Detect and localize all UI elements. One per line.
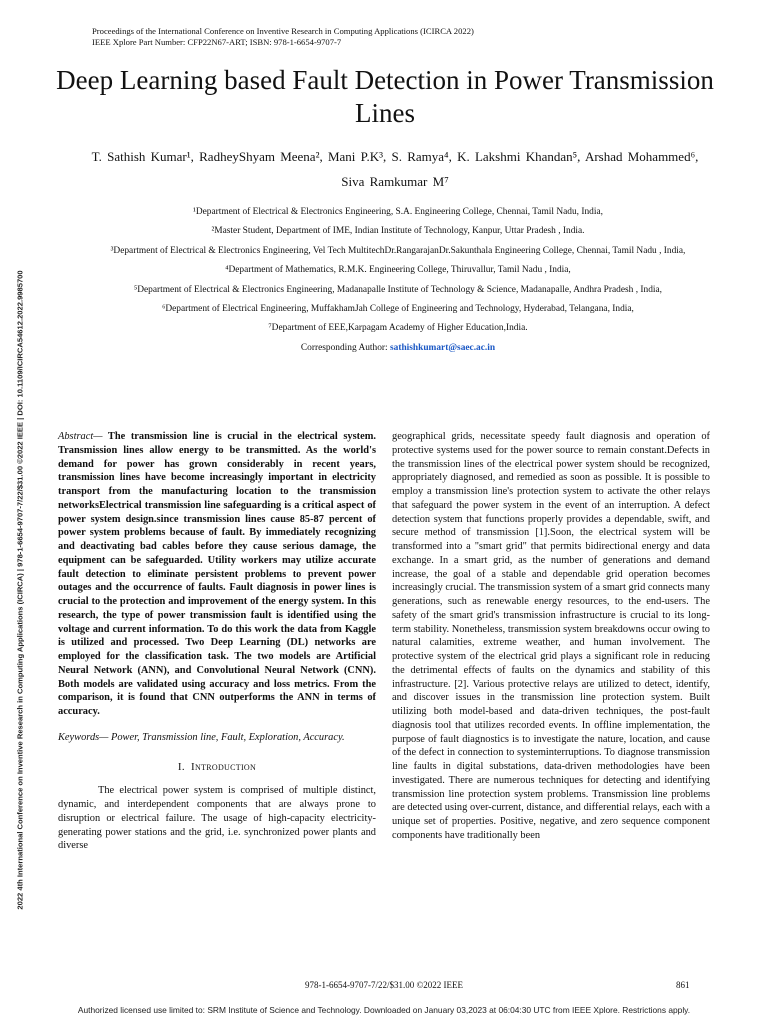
affiliation-6: ⁶Department of Electrical Engineering, MuffakhamJah College of Engineering and Technology, Hyderabad, Telangana, India, — [162, 304, 634, 315]
section-heading — [58, 761, 376, 775]
affiliation-4: ⁴Department of Mathematics, R.M.K. Engineering College, Thiruvallur, Tamil Nadu , India, — [225, 265, 571, 276]
intro-paragraph-left: The electrical power system is comprised of multiple distinct, dynamic, and interdependent components that are always prone to disruption or electrical failure. The usage of high-capacity electricity-generating power stations and the grid, i.e. synchronized power plants and diverse — [58, 785, 376, 852]
affiliations — [78, 203, 718, 358]
author-list: T. Sathish Kumar¹, RadheyShyam Meena², Mani P.K³, S. Ramya⁴, K. Lakshmi Khandan⁵, Arshad Mohammed⁶, Siva Ramkumar M⁷ — [91, 149, 699, 189]
citation-text: 2022 4th International Conference on Inventive Research in Computing Applications (ICIRCA) | 978-1-6654-9707-7/22/$31.00 ©2022 IEEE | DOI: 10.1109/ICIRCA54612.2022.9985700 — [15, 270, 25, 910]
paper-title: Deep Learning based Fault Detection in Power Transmission Lines — [56, 65, 714, 128]
header-line-1: Proceedings of the International Conference on Inventive Research in Computing Applications (ICIRCA 2022) — [92, 26, 474, 36]
header-line-2: IEEE Xplore Part Number: CFP22N67-ART; ISBN: 978-1-6654-9707-7 — [92, 37, 342, 47]
affiliation-1: ¹Department of Electrical & Electronics Engineering, S.A. Engineering College, Chennai, Tamil Nadu, India, — [193, 207, 603, 217]
affiliation-3: ³Department of Electrical & Electronics Engineering, Vel Tech MultitechDr.RangarajanDr.Sakunthala Engineering College, Chennai, Tamil Nadu , India, — [110, 245, 686, 256]
intro-paragraph-right: geographical grids, necessitate speedy fault diagnosis and operation of protective systems used for the power source to remain constant.Defects in the transmission lines of the electrical power system should be recognized, appropriately diagnosed, and remedied as soon as possible. It is possible to employ a transmission line's protection system to activate the other relays that safeguard the power system in the event of an interruption. A defect detection system that functions properly provides a dependable, swift, and secure method of transmission [1].Soon, the electrical system will be transformed into a "smart grid" that permits bidirectional energy and data exchange. In a smart grid, as the number of generations and demand increase, the goal of a stable and dependable grid operation becomes increasingly crucial. The transmission system of a smart grid connects many generations, such as renewable energy resources, to the end-users. The safety of the smart grid's transmission infrastructure is crucial to its long-term stability. Nonetheless, transmission system breakdowns occur owing to natural calamities, extreme weather, and human involvement. The protective system of the electrical grid plays a significant role in reducing the detrimental effects of faults on the dynamics and stability of this infrastructure. [2]. Various protective relays are utilized to detect, identify, and discover issues in the transmission line protection system. Built utilizing both model-based and data-driven techniques, the post-fault diagnosis tool that utilizes recorded events. In offline implementation, the purpose of fault diagnostics is to investigate the nature, location, and cause of the defect in connection to systeminterruptions. To diagnose transmission line faults in digital substations, data-driven methodologies have been investigated. There are numerous techniques for detecting and identifying transmission line protection system problems. Transmission line problems are detected using over-current, distance, and differential relays, each with a unique set of properties. Positive, negative, and zero sequence component components have traditionally been — [392, 431, 710, 841]
abstract — [58, 430, 376, 719]
section-title: Introduction — [191, 760, 257, 773]
abstract-text: The transmission line is crucial in the electrical system. Transmission lines allow energy to be transmitted. As the world's demand for power has grown considerably in recent years, transmission lines have become increasingly important in electricity transport from the manufacturing location to the transmission networksElectrical transmission line safeguarding is a critical aspect of power system design.since transmission lines cause 85-87 percent of power system problems because of fault. By immediately recognizing and deactivating bad cables before they cause serious damage, the equipment can be safeguarded. Utility workers may utilize accurate fault detection to eliminate persistent problems to prevent power outages and the occurrence of faults. Fault diagnosis in power lines is crucial to the protection and improvement of the energy system. In this research, the type of power transmission fault is identified using the voltage and current information. To do this work the data from Kaggle is utilized and processed. Two Deep Learning (DL) networks are employed for the classification task. The two models are Artificial Neural Network (ANN), and Convolutional Neural Network (CNN). Both models are validated using accuracy and loss metrics. From the comparison, it is found that CNN outperforms the ANN in terms of accuracy. — [58, 431, 376, 717]
keywords: Keywords— Power, Transmission line, Fault, Exploration, Accuracy. — [58, 731, 345, 743]
right-column — [392, 430, 710, 843]
corresponding-label: Corresponding Author: — [300, 342, 390, 353]
page-number: 861 — [676, 980, 690, 990]
license-notice: Authorized licensed use limited to: SRM Institute of Science and Technology. Downloaded on January 03,2023 at 06:04:30 UTC from IEEE Xplore. Restrictions apply. — [77, 1005, 691, 1015]
left-margin-citation — [0, 0, 40, 1024]
corresponding-author — [78, 339, 718, 358]
proceedings-header — [92, 26, 692, 48]
affiliation-7: ⁷Department of EEE,Karpagam Academy of Higher Education,India. — [268, 323, 528, 334]
footer-isbn: 978-1-6654-9707-7/22/$31.00 ©2022 IEEE — [304, 980, 464, 990]
abstract-lead: Abstract— — [58, 431, 103, 442]
affiliation-5: ⁵Department of Electrical & Electronics Engineering, Madanapalle Institute of Technology & Science, Madanapalle, Andhra Pradesh , India, — [133, 284, 663, 295]
corresponding-email-link[interactable]: sathishkumart@saec.ac.in — [389, 342, 496, 353]
left-column — [58, 430, 376, 853]
affiliation-2: ²Master Student, Department of IME, Indian Institute of Technology, Kanpur, Uttar Pradesh , India. — [211, 226, 585, 237]
section-number: I. — [177, 760, 185, 773]
